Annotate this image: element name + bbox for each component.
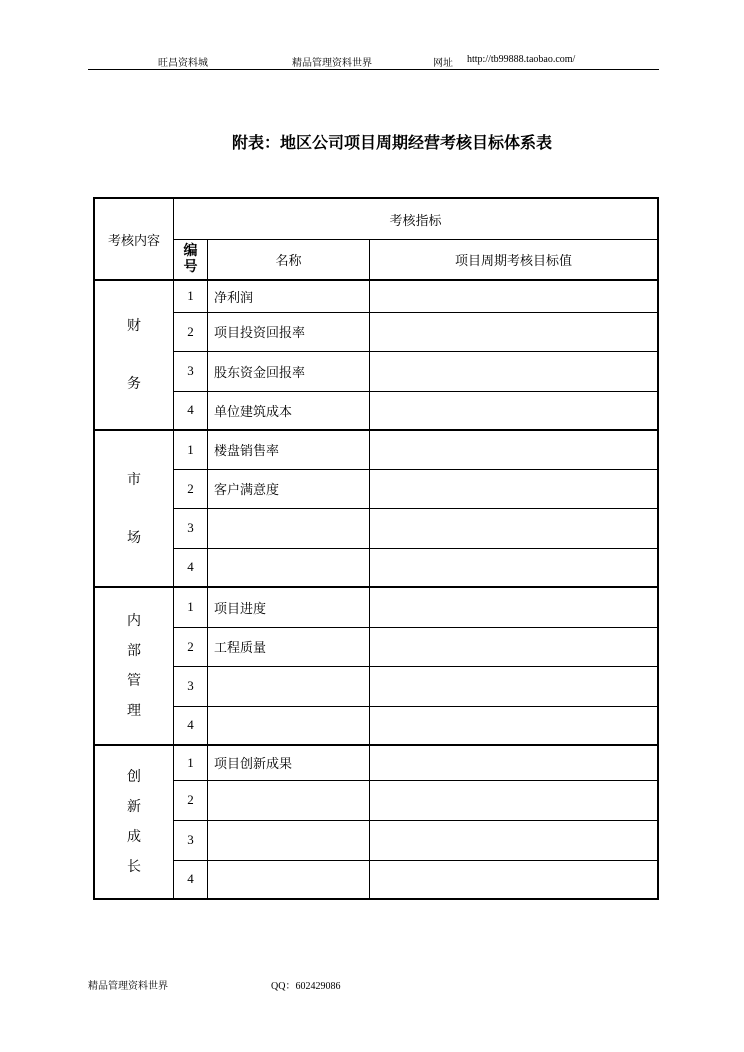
header-brand: 精品管理资料世界	[292, 58, 372, 69]
indicator-name: 项目创新成果	[208, 745, 370, 780]
kpi-table	[93, 197, 659, 900]
row-number: 3	[174, 820, 208, 860]
table-row	[94, 280, 658, 312]
target-value-cell[interactable]	[370, 548, 659, 587]
table-row	[94, 469, 658, 508]
category-label: 财务	[127, 318, 141, 392]
category-label: 内部管理	[127, 613, 141, 719]
document-title: 附表：地区公司项目周期经营考核目标体系表	[232, 133, 553, 152]
indicator-name: 客户满意度	[208, 469, 370, 508]
row-number: 1	[174, 430, 208, 469]
target-value-cell[interactable]	[370, 430, 659, 469]
header-url-label: 网址	[433, 58, 453, 69]
table-row	[94, 508, 658, 548]
row-number: 4	[174, 548, 208, 587]
row-number: 4	[174, 860, 208, 899]
row-number: 1	[174, 280, 208, 312]
indicator-name: 项目进度	[208, 587, 370, 627]
category-label: 市场	[127, 471, 141, 546]
indicator-name	[208, 706, 370, 745]
footer-qq: QQ：602429086	[271, 981, 341, 992]
table-row	[94, 548, 658, 587]
indicator-name: 项目投资回报率	[208, 312, 370, 351]
target-value-cell[interactable]	[370, 351, 659, 391]
target-value-cell[interactable]	[370, 820, 659, 860]
target-value-cell[interactable]	[370, 780, 659, 820]
header-shop-name: 旺昌资料城	[158, 58, 208, 69]
header-number-label: 编号	[183, 243, 198, 275]
table-row	[94, 312, 658, 351]
category-cell	[94, 587, 174, 745]
target-value-cell[interactable]	[370, 666, 659, 706]
table-header-row-top	[94, 198, 658, 240]
row-number: 1	[174, 745, 208, 780]
row-number: 2	[174, 469, 208, 508]
target-value-cell[interactable]	[370, 745, 659, 780]
footer-brand: 精品管理资料世界	[88, 981, 168, 992]
indicator-name	[208, 508, 370, 548]
target-value-cell[interactable]	[370, 508, 659, 548]
indicator-name: 股东资金回报率	[208, 351, 370, 391]
category-label: 创新成长	[127, 769, 141, 875]
category-cell	[94, 430, 174, 587]
target-value-cell[interactable]	[370, 706, 659, 745]
category-cell	[94, 280, 174, 430]
header-number	[174, 240, 208, 281]
indicator-name: 楼盘销售率	[208, 430, 370, 469]
table-row	[94, 627, 658, 666]
table-row	[94, 860, 658, 899]
target-value-cell[interactable]	[370, 627, 659, 666]
target-value-cell[interactable]	[370, 391, 659, 430]
table-row	[94, 430, 658, 469]
indicator-name: 净利润	[208, 280, 370, 312]
table-row	[94, 780, 658, 820]
table-header-row-sub	[94, 240, 658, 281]
category-cell	[94, 745, 174, 899]
target-value-cell[interactable]	[370, 469, 659, 508]
row-number: 3	[174, 508, 208, 548]
indicator-name	[208, 780, 370, 820]
row-number: 3	[174, 666, 208, 706]
row-number: 1	[174, 587, 208, 627]
indicator-name: 单位建筑成本	[208, 391, 370, 430]
table-row	[94, 391, 658, 430]
header-name: 名称	[208, 240, 370, 281]
indicator-name	[208, 820, 370, 860]
row-number: 2	[174, 627, 208, 666]
indicator-name	[208, 548, 370, 587]
row-number: 3	[174, 351, 208, 391]
row-number: 2	[174, 312, 208, 351]
table-row	[94, 745, 658, 780]
table-row	[94, 666, 658, 706]
row-number: 4	[174, 391, 208, 430]
header-divider	[88, 69, 659, 70]
indicator-name	[208, 860, 370, 899]
header-category: 考核内容	[94, 198, 174, 280]
target-value-cell[interactable]	[370, 312, 659, 351]
header-url-link[interactable]: http://tb99888.taobao.com/	[467, 54, 576, 65]
table-row	[94, 820, 658, 860]
header-indicator: 考核指标	[174, 198, 659, 240]
header-target: 项目周期考核目标值	[370, 240, 659, 281]
row-number: 2	[174, 780, 208, 820]
row-number: 4	[174, 706, 208, 745]
table-row	[94, 587, 658, 627]
page-header	[0, 54, 744, 70]
target-value-cell[interactable]	[370, 280, 659, 312]
indicator-name: 工程质量	[208, 627, 370, 666]
indicator-name	[208, 666, 370, 706]
table-row	[94, 706, 658, 745]
target-value-cell[interactable]	[370, 860, 659, 899]
table-row	[94, 351, 658, 391]
target-value-cell[interactable]	[370, 587, 659, 627]
